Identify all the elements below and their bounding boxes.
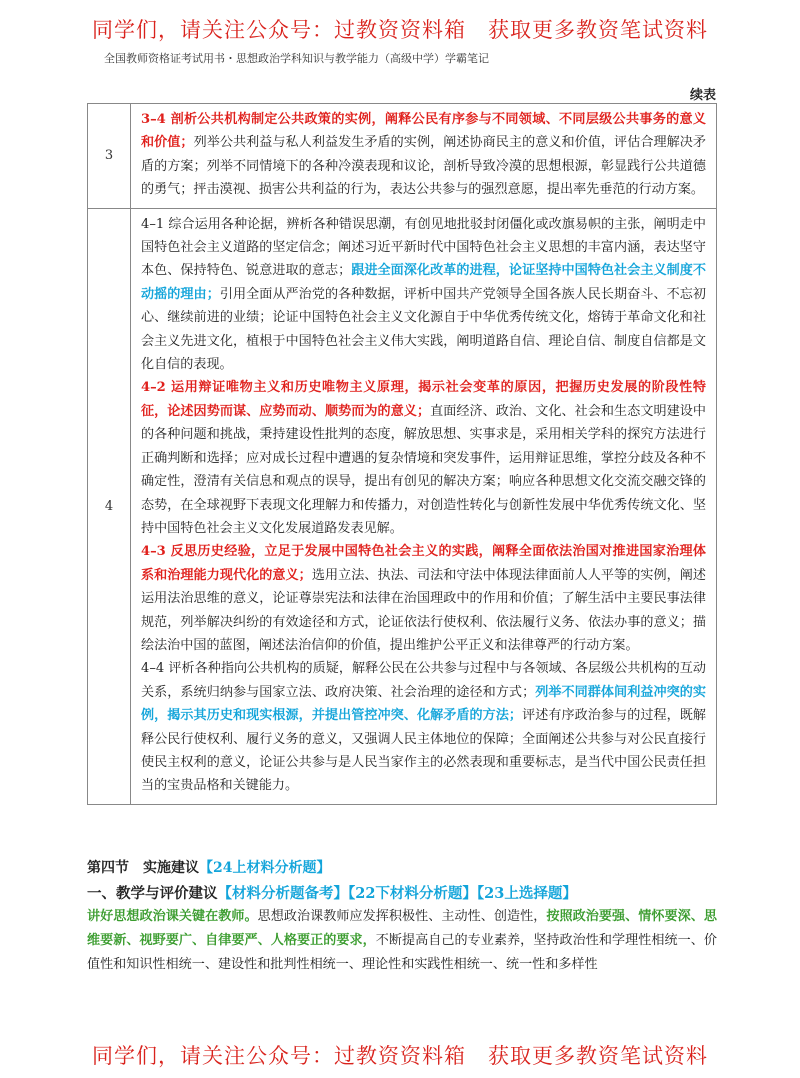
continued-label: 续表 bbox=[689, 88, 716, 103]
standards-table bbox=[87, 103, 717, 805]
section-title: 第四节 实施建议 bbox=[87, 860, 199, 876]
row-content bbox=[131, 104, 717, 209]
subsection-heading bbox=[87, 882, 577, 903]
item-code: 4–2 bbox=[141, 380, 171, 396]
table-row bbox=[88, 208, 717, 804]
body-text: 列举公共利益与私人利益发生矛盾的实例，阐述协商民主的意义和价值，评估合理解决矛盾的方案；列举不同情境下的各种冷漠表现和议论，剖析导致冷漠的思想根源，彰显践行公共道德的勇气；抨击漠视、损害公共利益的行为，表达公共参与的强烈意愿，提出率先垂范的行动方案。 bbox=[141, 135, 706, 198]
key-point-green: 按照政治要强、情怀要深、思维要新、视野要广、自律要严、人格要正的要求， bbox=[87, 909, 718, 948]
body-text: 4–1 综合运用各种论据，辨析各种错误思潮，有创见地批驳封闭僵化或改旗易帜的主张，阐明走中国特色社会主义道路的坚定信念；阐述习近平新时代中国特色社会主义思想的丰富内涵，表达坚守本色、保持特色、锐意进取的意志； bbox=[141, 216, 706, 279]
exam-tags: 【材料分析题备考】【22下材料分析题】【23上选择题】 bbox=[217, 885, 577, 902]
subsection-title: 一、教学与评价建议 bbox=[87, 885, 218, 902]
body-text: 引用全面从严治党的各种数据，评析中国共产党领导全国各族人民长期奋斗、不忘初心、继续前进的业绩；论证中国特色社会主义文化源自于中华优秀传统文化，熔铸于革命文化和社会主义先进文化，植根于中国特色社会主义伟大实践，阐明道路自信、理论自信、制度自信都是文化自信的表现。 bbox=[141, 286, 706, 373]
promo-banner-top: 同学们，请关注公众号：过教资资料箱 获取更多教资笔试资料 bbox=[92, 18, 708, 42]
content-paragraph bbox=[141, 376, 706, 540]
body-text: 评述有序政治参与的过程，既解释公民行使权利、履行义务的意义，又强调人民主体地位的保障；全面阐述公共参与对公民直接行使民主权利的意义，论证公共参与是人民当家作主的必然表现和重要标志，是当代中国公民责任担当的宝贵品格和关键能力。 bbox=[141, 708, 706, 794]
key-point-blue: 跟进全面深化改革的进程，论证坚持中国特色社会主义制度不动摇的理由； bbox=[141, 263, 706, 302]
exam-tag: 【24上材料分析题】 bbox=[199, 860, 331, 876]
running-header: 全国教师资格证考试用书・思想政治学科知识与教学能力（高级中学）学霸笔记 bbox=[104, 52, 489, 65]
section-heading bbox=[87, 857, 330, 877]
body-text: 4–4 评析各种指向公共机构的质疑，解释公民在公共参与过程中与各领域、各层级公共机构的互动关系，系统归纳参与国家立法、政府决策、社会治理的途径和方式； bbox=[141, 661, 706, 700]
content-paragraph bbox=[141, 213, 706, 377]
key-point-red: 剖析公共机构制定公共政策的实例，阐释公民有序参与不同领域、不同层级公共事务的意义和价值； bbox=[141, 112, 706, 151]
body-text: 选用立法、执法、司法和守法中体现法律面前人人平等的实例，阐述运用法治思维的意义，论证尊崇宪法和法律在治国理政中的作用和价值；了解生活中主要民事法律规范，列举解决纠纷的有效途径和方式，论证依法行使权利、依法履行义务、依法办事的意义；描绘法治中国的蓝图，阐述法治信仰的价值，提出维护公平正义和法律尊严的行动方案。 bbox=[141, 567, 706, 653]
item-code: 4–3 bbox=[141, 544, 171, 560]
body-text: 不断提高自己的专业素养，坚持政治性和学理性相统一、价值性和知识性相统一、建设性和批判性相统一、理论性和实践性相统一、统一性和多样性 bbox=[87, 933, 717, 972]
content-paragraph bbox=[141, 108, 706, 202]
row-content bbox=[131, 208, 717, 804]
row-number: 3 bbox=[88, 104, 131, 209]
item-code: 3–4 bbox=[141, 112, 171, 127]
promo-banner-bottom: 同学们，请关注公众号：过教资资料箱 获取更多教资笔试资料 bbox=[92, 1044, 708, 1068]
body-text: 直面经济、政治、文化、社会和生态文明建设中的各种问题和挑战，秉持建设性批判的态度，解放思想、实事求是，采用相关学科的探究方法进行正确判断和选择；应对成长过程中遭遇的复杂情境和突发事件，运用辩证思维，掌控分歧及各种不确定性，澄清有关信息和观点的误导，提出有创见的解决方案；响应各种思想文化交流交融交锋的态势，在全球视野下表现文化理解力和传播力，对创造性转化与创新性发展中华优秀传统文化、坚持中国特色社会主义文化发展道路发表见解。 bbox=[141, 403, 706, 536]
row-number: 4 bbox=[88, 208, 131, 804]
body-paragraph bbox=[87, 905, 717, 977]
table-row bbox=[88, 104, 717, 209]
key-point-blue: 列举不同群体间利益冲突的实例，揭示其历史和现实根源，并提出管控冲突、化解矛盾的方法； bbox=[141, 684, 706, 724]
content-paragraph bbox=[141, 540, 706, 657]
body-text: 思想政治课教师应发挥积极性、主动性、创造性， bbox=[257, 909, 547, 924]
key-point-red: 运用辩证唯物主义和历史唯物主义原理，揭示社会变革的原因，把握历史发展的阶段性特征，论述因势而谋、应势而动、顺势而为的意义； bbox=[141, 380, 706, 419]
key-point-green: 讲好思想政治课关键在教师。 bbox=[87, 909, 258, 924]
key-point-red: 反思历史经验，立足于发展中国特色社会主义的实践，阐释全面依法治国对推进国家治理体系和治理能力现代化的意义； bbox=[141, 544, 706, 583]
content-paragraph bbox=[141, 657, 706, 797]
